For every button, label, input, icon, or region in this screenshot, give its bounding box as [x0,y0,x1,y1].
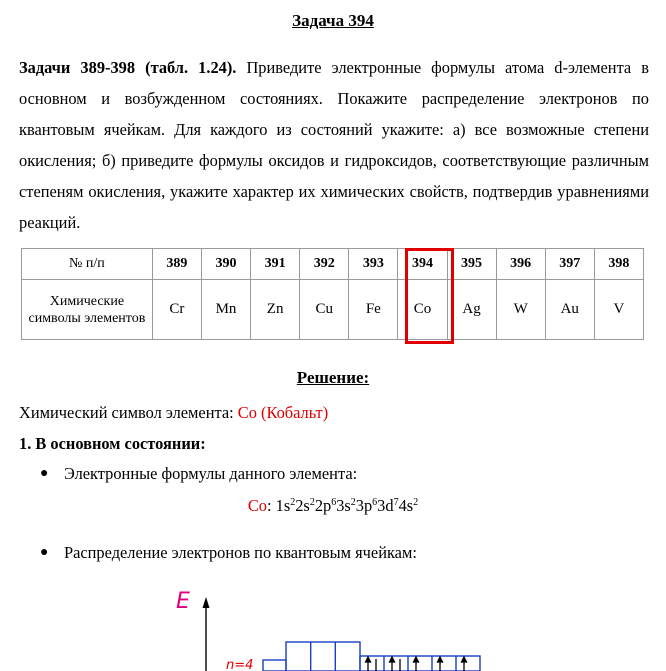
table-cell-symbol: W [496,280,545,340]
element-line [19,403,328,423]
problem-statement [19,52,649,238]
table-cell-number: 390 [201,249,250,280]
table-cell-symbol-highlighted: Co [398,280,447,340]
energy-axis [203,597,210,671]
elements-table [21,248,644,340]
formula-term: $2s^2$ [295,496,315,515]
electron-arrows-3d [366,657,467,671]
table-cell-number-highlighted: 394 [398,249,447,280]
energy-axis-label: E [176,589,190,614]
table-cell-symbol: Au [545,280,594,340]
formula-sep: : [267,496,276,515]
formula-term: $3d^7$ [377,496,399,515]
table-cell-symbol: Zn [251,280,300,340]
quantum-cells-3d [360,656,480,671]
formula-term: $4s^2$ [398,496,419,515]
bullet-quantum-cells: Распределение электронов по квантовым ячейкам: [64,543,417,562]
table-cell-symbol: Ag [447,280,496,340]
table-cell-symbol: Fe [349,280,398,340]
highlight-box [405,248,454,344]
element-value: Co (Кобальт) [237,403,329,422]
element-label: Химический символ элемента: [19,403,238,422]
quantum-cells-4p [286,642,360,671]
table-cell-number: 396 [496,249,545,280]
table-cell-symbol: V [594,280,643,340]
formula-term: $3s^2$ [336,496,356,515]
table-header-number: № п/п [22,249,153,280]
page-title: Задача 394 [292,11,374,30]
table-cell-number: 395 [447,249,496,280]
formula-symbol: Co [247,496,267,515]
formula-term: $3p^6$ [355,496,378,515]
formula-term: $2p^6$ [314,496,337,515]
electron-formula [0,496,666,516]
table-cell-symbol: Cr [152,280,201,340]
table-cell-symbol: Cu [300,280,349,340]
orbital-diagram [0,580,666,671]
solution-heading: Решение: [296,368,370,387]
table-header-symbols: Химические символы элементов [22,280,153,340]
table-cell-symbol: Mn [201,280,250,340]
table-row-symbols [22,280,644,340]
table-row-numbers [22,249,644,280]
quantum-cells-4s [263,660,286,671]
table-cell-number: 389 [152,249,201,280]
problem-lead: Задачи 389-398 (табл. 1.24). [19,58,237,77]
bullet-dot-icon: ● [40,466,49,481]
formula-term: $1s^2$ [275,496,296,515]
bullet-dot-icon: ● [40,545,49,560]
ground-state-heading: 1. В основном состоянии: [19,434,206,453]
table-cell-number: 392 [300,249,349,280]
table-cell-number: 393 [349,249,398,280]
level-label-n4: n=4 [226,658,254,671]
table-cell-number: 398 [594,249,643,280]
table-cell-number: 391 [251,249,300,280]
table-cell-number: 397 [545,249,594,280]
bullet-electronic-formula: Электронные формулы данного элемента: [64,464,358,483]
problem-text: Приведите электронные формулы атома d-элемента в основном и возбужденном состояниях. Покажите распределение электронов по квантовым ячейкам. Для каждого из состояний укажите: а) все возможные степени окисления; б) приведите формулы оксидов и гидроксидов, соответствующие различным степеням окисления, укажите характер их химических свойств, подтвердив уравнениями реакций. [19,58,649,232]
